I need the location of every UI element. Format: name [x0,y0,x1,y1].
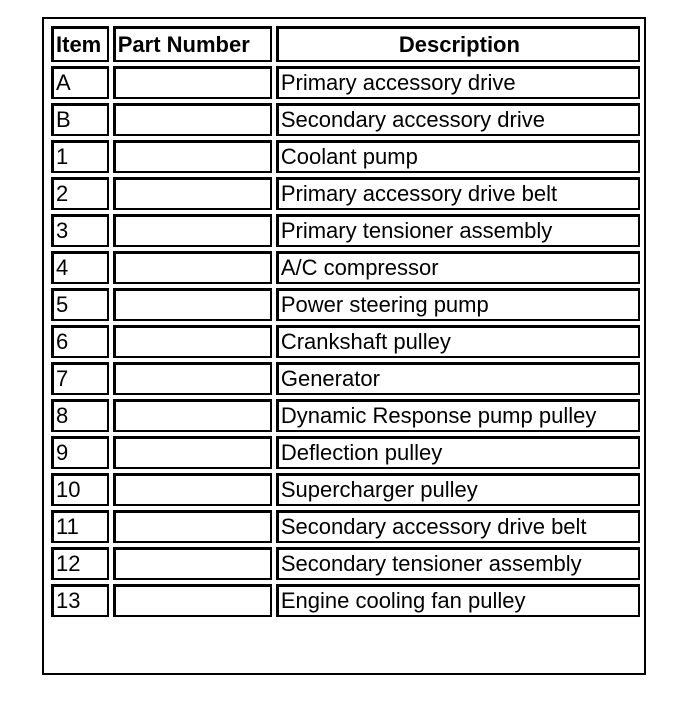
cell-item: 5 [51,288,109,321]
cell-item: 11 [51,510,109,543]
cell-part-number [113,103,272,136]
table-row [51,584,640,617]
cell-description: Engine cooling fan pulley [276,584,640,617]
cell-description: Generator [276,362,640,395]
cell-part-number [113,436,272,469]
column-header-description: Description [276,26,640,62]
cell-item: 12 [51,547,109,580]
table-row [51,66,640,99]
cell-part-number [113,362,272,395]
cell-description: A/C compressor [276,251,640,284]
cell-part-number [113,399,272,432]
table-row [51,436,640,469]
cell-description: Deflection pulley [276,436,640,469]
cell-item: 6 [51,325,109,358]
table-row [51,103,640,136]
cell-description: Coolant pump [276,140,640,173]
table-row [51,288,640,321]
cell-part-number [113,140,272,173]
cell-item: 8 [51,399,109,432]
table-row [51,177,640,210]
cell-description: Secondary tensioner assembly [276,547,640,580]
cell-item: 1 [51,140,109,173]
table-row [51,547,640,580]
table-row [51,473,640,506]
cell-part-number [113,177,272,210]
cell-part-number [113,510,272,543]
cell-part-number [113,584,272,617]
cell-description: Primary accessory drive belt [276,177,640,210]
cell-description: Power steering pump [276,288,640,321]
cell-part-number [113,325,272,358]
column-header-item: Item [51,26,109,62]
table-row [51,510,640,543]
table-header-row [51,26,640,62]
cell-item: A [51,66,109,99]
cell-part-number [113,288,272,321]
cell-part-number [113,473,272,506]
cell-part-number [113,547,272,580]
cell-item: 10 [51,473,109,506]
cell-item: 4 [51,251,109,284]
table-row [51,251,640,284]
table-row [51,362,640,395]
cell-item: 7 [51,362,109,395]
table-row [51,399,640,432]
cell-part-number [113,251,272,284]
table-row [51,140,640,173]
cell-description: Dynamic Response pump pulley [276,399,640,432]
cell-item: 3 [51,214,109,247]
table-row [51,325,640,358]
cell-part-number [113,66,272,99]
cell-description: Crankshaft pulley [276,325,640,358]
column-header-part-number: Part Number [113,26,272,62]
cell-item: B [51,103,109,136]
cell-description: Primary accessory drive [276,66,640,99]
cell-description: Primary tensioner assembly [276,214,640,247]
cell-description: Secondary accessory drive [276,103,640,136]
cell-item: 2 [51,177,109,210]
parts-table [47,22,644,621]
parts-table-frame [42,17,646,675]
cell-part-number [113,214,272,247]
cell-item: 13 [51,584,109,617]
cell-description: Supercharger pulley [276,473,640,506]
cell-description: Secondary accessory drive belt [276,510,640,543]
cell-item: 9 [51,436,109,469]
table-row [51,214,640,247]
